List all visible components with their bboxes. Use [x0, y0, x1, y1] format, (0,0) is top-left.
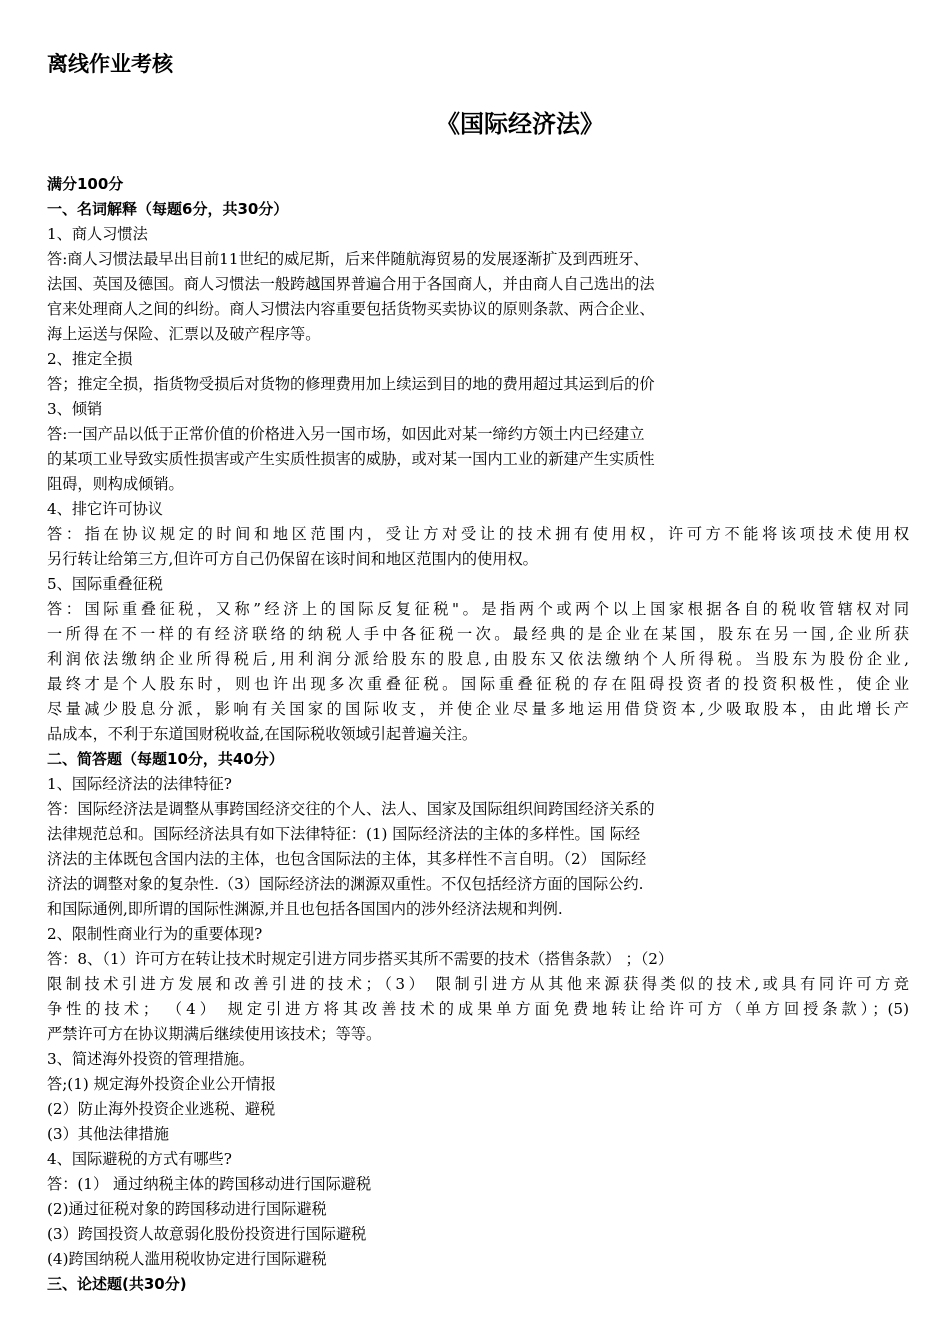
text-line: 答：(1） 通过纳税主体的跨国移动进行国际避税 — [47, 1175, 372, 1193]
text-line: 另行转让给第三方,但许可方自己仍保留在该时间和地区范围内的使用权。 — [47, 550, 538, 568]
section-heading: 三、论述题(共30分) — [47, 1275, 187, 1293]
text-line: 答:一国产品以低于正常价值的价格进入另一国市场，如因此对某一缔约方领土内已经建立 — [47, 425, 645, 443]
text-line: 答：国际重叠征税，又称”经济上的国际反复征税"。是指两个或两个以上国家根据各自的税收管辖权对同 — [47, 600, 909, 618]
text-line: 答：国际经济法是调整从事跨国经济交往的个人、法人、国家及国际组织间跨国经济关系的 — [47, 800, 655, 818]
text-line: 3、简述海外投资的管理措施。 — [47, 1050, 255, 1068]
text-line: 法国、英国及德国。商人习惯法一般跨越国界普遍合用于各国商人，并由商人自己选出的法 — [47, 275, 655, 293]
text-line: 济法的调整对象的复杂性.（3）国际经济法的渊源双重性。不仅包括经济方面的国际公约. — [47, 875, 644, 893]
text-line: (3）其他法律措施 — [47, 1125, 169, 1143]
text-line: (2）防止海外投资企业逃税、避税 — [47, 1100, 276, 1118]
text-line: 2、推定全损 — [47, 350, 133, 368]
text-line: 一所得在不一样的有经济联络的纳税人手中各征税一次。最经典的是企业在某国，股东在另一国,企业所获 — [47, 625, 909, 643]
section-heading: 满分100分 — [47, 175, 124, 193]
text-line: 答:商人习惯法最早出目前11世纪的威尼斯，后来伴随航海贸易的发展逐渐扩及到西班牙、 — [47, 250, 649, 268]
text-line: 答;(1) 规定海外投资企业公开情报 — [47, 1075, 276, 1093]
text-line: (3）跨国投资人故意弱化股份投资进行国际避税 — [47, 1225, 367, 1243]
text-line: 济法的主体既包含国内法的主体，也包含国际法的主体，其多样性不言自明。（2） 国际经 — [47, 850, 647, 868]
text-line: 4、国际避税的方式有哪些? — [47, 1150, 232, 1168]
text-line: 4、排它许可协议 — [47, 500, 163, 518]
text-line: 答：指在协议规定的时间和地区范围内，受让方对受让的技术拥有使用权，许可方不能将该项技术使用权 — [47, 525, 909, 543]
text-line: 法律规范总和。国际经济法具有如下法律特征：(1) 国际经济法的主体的多样性。国 际经 — [47, 825, 641, 843]
document-title: 《国际经济法》 — [436, 110, 604, 138]
text-line: 海上运送与保险、汇票以及破产程序等。 — [47, 325, 321, 343]
text-line: 严禁许可方在协议期满后继续使用该技术；等等。 — [47, 1025, 382, 1043]
text-line: 争性的技术； （4） 规定引进方将其改善技术的成果单方面免费地转让给许可方（单方回授条款）；(5) — [47, 1000, 909, 1018]
text-line: 3、倾销 — [47, 400, 103, 418]
text-line: 5、国际重叠征税 — [47, 575, 163, 593]
text-line: 答；推定全损，指货物受损后对货物的修理费用加上续运到目的地的费用超过其运到后的价 — [47, 375, 655, 393]
text-line: 限制技术引进方发展和改善引进的技术；（3） 限制引进方从其他来源获得类似的技术,或具有同许可方竞 — [47, 975, 909, 993]
text-line: 2、限制性商业行为的重要体现? — [47, 925, 263, 943]
text-line: 最终才是个人股东时，则也许出现多次重叠征税。国际重叠征税的存在阻碍投资者的投资积极性，使企业 — [47, 675, 909, 693]
text-line: 1、国际经济法的法律特征? — [47, 775, 232, 793]
page-header: 离线作业考核 — [47, 52, 173, 76]
section-heading: 一、名词解释（每题6分，共30分） — [47, 200, 289, 218]
text-line: 尽量减少股息分派，影响有关国家的国际收支，并使企业尽量多地运用借贷资本,少吸取股本，由此增长产 — [47, 700, 909, 718]
text-line: 答：8、（1）许可方在转让技术时规定引进方同步搭买其所不需要的技术（搭售条款） ；（2） — [47, 950, 674, 968]
document-body — [47, 172, 909, 1297]
text-line: 利润依法缴纳企业所得税后,用利润分派给股东的股息,由股东又依法缴纳个人所得税。当股东为股份企业, — [47, 650, 909, 668]
text-line: 和国际通例,即所谓的国际性渊源,并且也包括各国国内的涉外经济法规和判例. — [47, 900, 563, 918]
text-line: 的某项工业导致实质性损害或产生实质性损害的威胁，或对某一国内工业的新建产生实质性 — [47, 450, 655, 468]
text-line: (4)跨国纳税人滥用税收协定进行国际避税 — [47, 1250, 327, 1268]
text-line: 官来处理商人之间的纠纷。商人习惯法内容重要包括货物买卖协议的原则条款、两合企业、 — [47, 300, 655, 318]
text-line: (2)通过征税对象的跨国移动进行国际避税 — [47, 1200, 327, 1218]
section-heading: 二、简答题（每题10分，共40分） — [47, 750, 284, 768]
text-line: 阻碍，则构成倾销。 — [47, 475, 184, 493]
text-line: 品成本，不利于东道国财税收益,在国际税收领域引起普遍关注。 — [47, 725, 478, 743]
text-line: 1、商人习惯法 — [47, 225, 148, 243]
